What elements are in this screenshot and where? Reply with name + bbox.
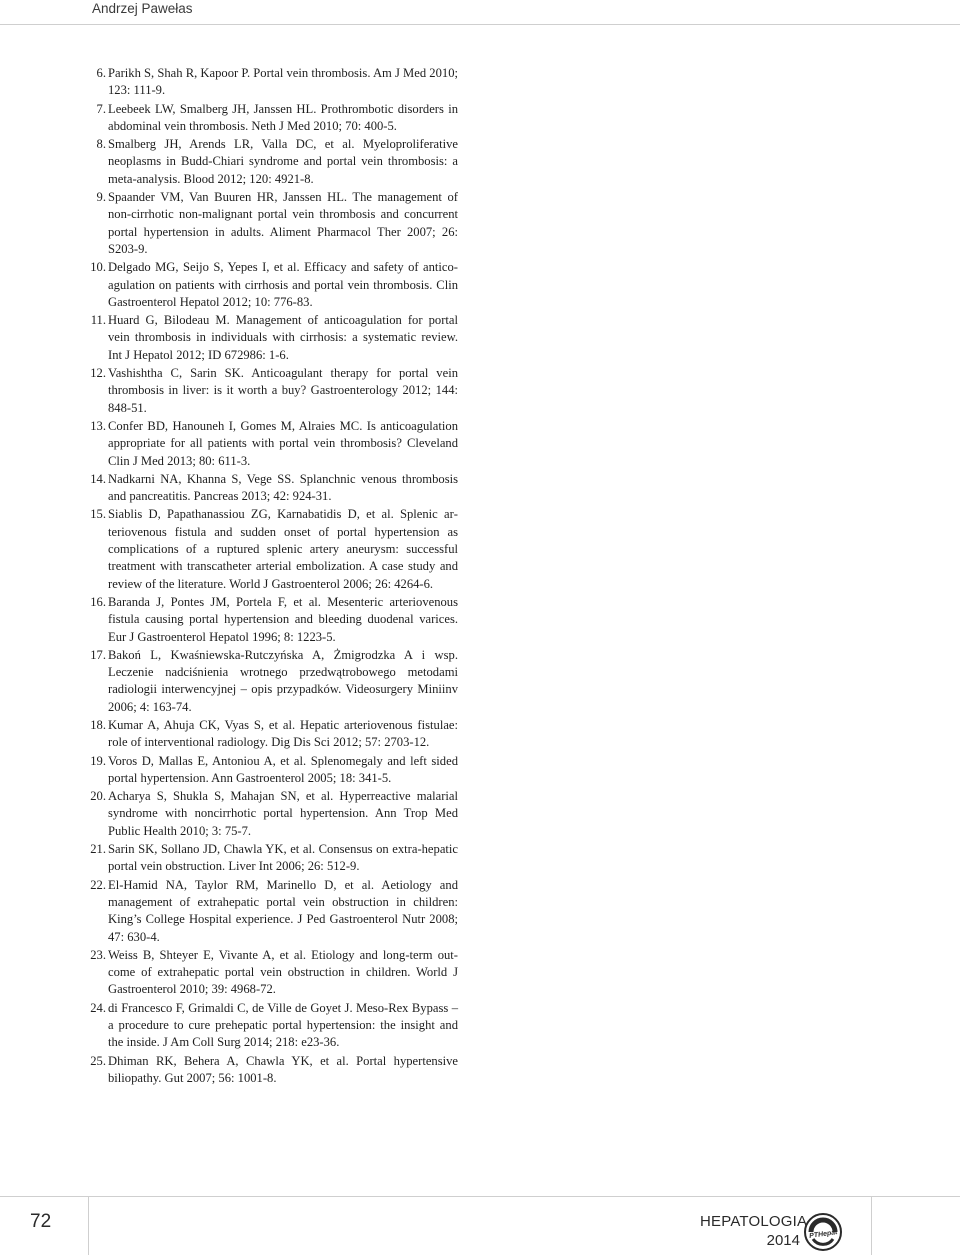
reference-item bbox=[88, 136, 458, 188]
reference-text: Sarin SK, Sollano JD, Chawla YK, et al. Consensus on extra-hepatic portal vein obstruction. Liver Int 2006; 26: 512-9. bbox=[108, 842, 458, 874]
reference-number: 22. bbox=[90, 877, 106, 892]
reference-item bbox=[88, 189, 458, 258]
reference-number: 8. bbox=[96, 137, 106, 152]
reference-text: Dhiman RK, Behera A, Chawla YK, et al. Portal hypertensive biliopathy. Gut 2007; 56: 1001-8. bbox=[108, 1053, 458, 1085]
reference-number: 11. bbox=[90, 313, 106, 328]
page-number: 72 bbox=[30, 1211, 52, 1232]
reference-number: 16. bbox=[90, 594, 106, 609]
reference-item bbox=[88, 418, 458, 470]
reference-text: El-Hamid NA, Taylor RM, Marinello D, et al. Aetiology and management of extrahepatic portal vein obstruction in children: King’s College Hospital experience. J Ped Gastroenterol Nutr 2008; 47: 630-4. bbox=[108, 877, 458, 944]
reference-text: Baranda J, Pontes JM, Portela F, et al. Mesenteric arteriovenous fistula causing portal hypertension and bleeding duodenal varices. Eur J Gastroenterol Hepatol 1996; 8: 1223-5. bbox=[108, 594, 458, 644]
reference-text: Acharya S, Shukla S, Mahajan SN, et al. Hyperreactive malarial syndrome with noncirrhotic portal hypertension. Ann Trop Med Public Health 2010; 3: 75-7. bbox=[108, 789, 458, 838]
reference-list bbox=[88, 65, 458, 1087]
reference-number: 9. bbox=[96, 190, 106, 205]
reference-number: 10. bbox=[90, 260, 106, 275]
running-head-author: Andrzej Pawełas bbox=[92, 1, 193, 16]
reference-item bbox=[88, 947, 458, 999]
reference-number: 20. bbox=[90, 789, 106, 804]
reference-text: Weiss B, Shteyer E, Vivante A, et al. Etiology and long-term outcome of extrahepatic portal vein obstruction in children. World J Gastroenterol 2010; 39: 4968-72. bbox=[108, 947, 458, 997]
reference-text: Voros D, Mallas E, Antoniou A, et al. Splenomegaly and left sided portal hypertension. Ann Gastroenterol 2005; 18: 341-5. bbox=[108, 753, 458, 785]
reference-item bbox=[88, 1053, 458, 1088]
reference-text: Confer BD, Hanouneh I, Gomes M, Alraies MC. Is anticoagulation appropriate for all patients with portal vein thrombosis? Cleveland Clin J Med 2013; 80: 611-3. bbox=[108, 418, 458, 468]
reference-item bbox=[88, 788, 458, 840]
reference-text: Parikh S, Shah R, Kapoor P. Portal vein thrombosis. Am J Med 2010; 123: 111-9. bbox=[108, 66, 458, 98]
reference-text: Vashishtha C, Sarin SK. Anticoagulant therapy for portal vein thrombosis in liver: is it worth a buy? Gastroenterology 2012; 144: 848-51. bbox=[108, 366, 458, 415]
reference-item bbox=[88, 594, 458, 646]
reference-item bbox=[88, 101, 458, 136]
reference-text: Delgado MG, Seijo S, Yepes I, et al. Efficacy and safety of anticoagulation on patients with cirrhosis and portal vein thrombosis. Clin Gastroenterol Hepatol 2012; 10: 776-83. bbox=[108, 260, 458, 309]
reference-number: 25. bbox=[90, 1053, 106, 1068]
reference-item bbox=[88, 717, 458, 752]
reference-text: Nadkarni NA, Khanna S, Vege SS. Splanchnic venous thrombosis and pancreatitis. Pancreas 2013; 42: 924-31. bbox=[108, 471, 458, 504]
reference-number: 12. bbox=[90, 366, 106, 381]
reference-item bbox=[88, 65, 458, 100]
reference-item bbox=[88, 841, 458, 876]
reference-text: Huard G, Bilodeau M. Management of anticoagulation for portal vein thrombosis in individuals with cirrhosis: a systematic review. Int J Hepatol 2012; ID 672986: 1-6. bbox=[108, 313, 458, 362]
reference-text: Spaander VM, Van Buuren HR, Janssen HL. The management of non-cirrhotic non-malignant portal vein thrombosis and concurrent portal hypertension in adults. Aliment Pharmacol Ther 2007; 26: S203-9. bbox=[108, 190, 458, 256]
reference-number: 17. bbox=[90, 647, 106, 662]
reference-number: 13. bbox=[90, 418, 106, 433]
reference-item bbox=[88, 1000, 458, 1052]
reference-item bbox=[88, 312, 458, 364]
reference-number: 23. bbox=[90, 947, 106, 962]
journal-name: HEPATOLOGIA bbox=[700, 1213, 808, 1230]
reference-number: 19. bbox=[90, 753, 106, 768]
journal-block bbox=[700, 1213, 808, 1249]
reference-number: 21. bbox=[90, 842, 106, 857]
reference-item bbox=[88, 647, 458, 716]
reference-number: 14. bbox=[90, 471, 106, 486]
reference-text: Bakoń L, Kwaśniewska-Rutczyńska A, Żmigrodzka A i wsp. Leczenie nadciśnienia wrotnego przedwątrobowego metodami radiologii interwencyjnej – opis przypadków. Videosurgery Miniinv 2006; 4: 163-74. bbox=[108, 647, 458, 714]
reference-text: Smalberg JH, Arends LR, Valla DC, et al. Myeloproliferative neoplasms in Budd-Chiari syndrome and portal vein thrombosis: a meta-analysis. Blood 2012; 120: 4921-8. bbox=[108, 137, 458, 186]
footer-divider-right bbox=[871, 1196, 872, 1255]
footer-divider-left bbox=[88, 1196, 89, 1255]
reference-number: 7. bbox=[96, 101, 106, 116]
reference-item bbox=[88, 506, 458, 592]
header-rule bbox=[0, 24, 960, 25]
reference-item bbox=[88, 471, 458, 506]
journal-society-logo-icon bbox=[803, 1212, 843, 1252]
reference-text: Kumar A, Ahuja CK, Vyas S, et al. Hepatic arteriovenous fistulae: role of interventional radiology. Dig Dis Sci 2012; 57: 2703-12. bbox=[108, 717, 458, 750]
reference-number: 24. bbox=[90, 1000, 106, 1015]
reference-number: 6. bbox=[96, 66, 106, 80]
logo-text: PTHepat bbox=[808, 1229, 838, 1240]
footer-rule bbox=[0, 1196, 960, 1197]
reference-item bbox=[88, 365, 458, 417]
reference-number: 18. bbox=[90, 717, 106, 732]
reference-item bbox=[88, 753, 458, 788]
reference-item bbox=[88, 877, 458, 946]
reference-text: Siablis D, Papathanassiou ZG, Karnabatidis D, et al. Splenic arteriovenous fistula and sudden onset of portal hypertension as complications of a ruptured splenic artery aneurysm: successful treatment with transcatheter arterial embolization. A case study and review of the literature. World J Gastroenterol 2006; 26: 4264-6. bbox=[108, 507, 458, 591]
reference-item bbox=[88, 259, 458, 311]
reference-text: Leebeek LW, Smalberg JH, Janssen HL. Prothrombotic disorders in abdominal vein thrombosis. Neth J Med 2010; 70: 400-5. bbox=[108, 101, 458, 133]
reference-text: di Francesco F, Grimaldi C, de Ville de Goyet J. Meso-Rex Bypass – a procedure to cure prehepatic portal hypertension: the insight and the inside. J Am Coll Surg 2014; 218: e23-36. bbox=[108, 1000, 458, 1050]
journal-year: 2014 bbox=[766, 1232, 800, 1249]
reference-number: 15. bbox=[90, 507, 106, 522]
